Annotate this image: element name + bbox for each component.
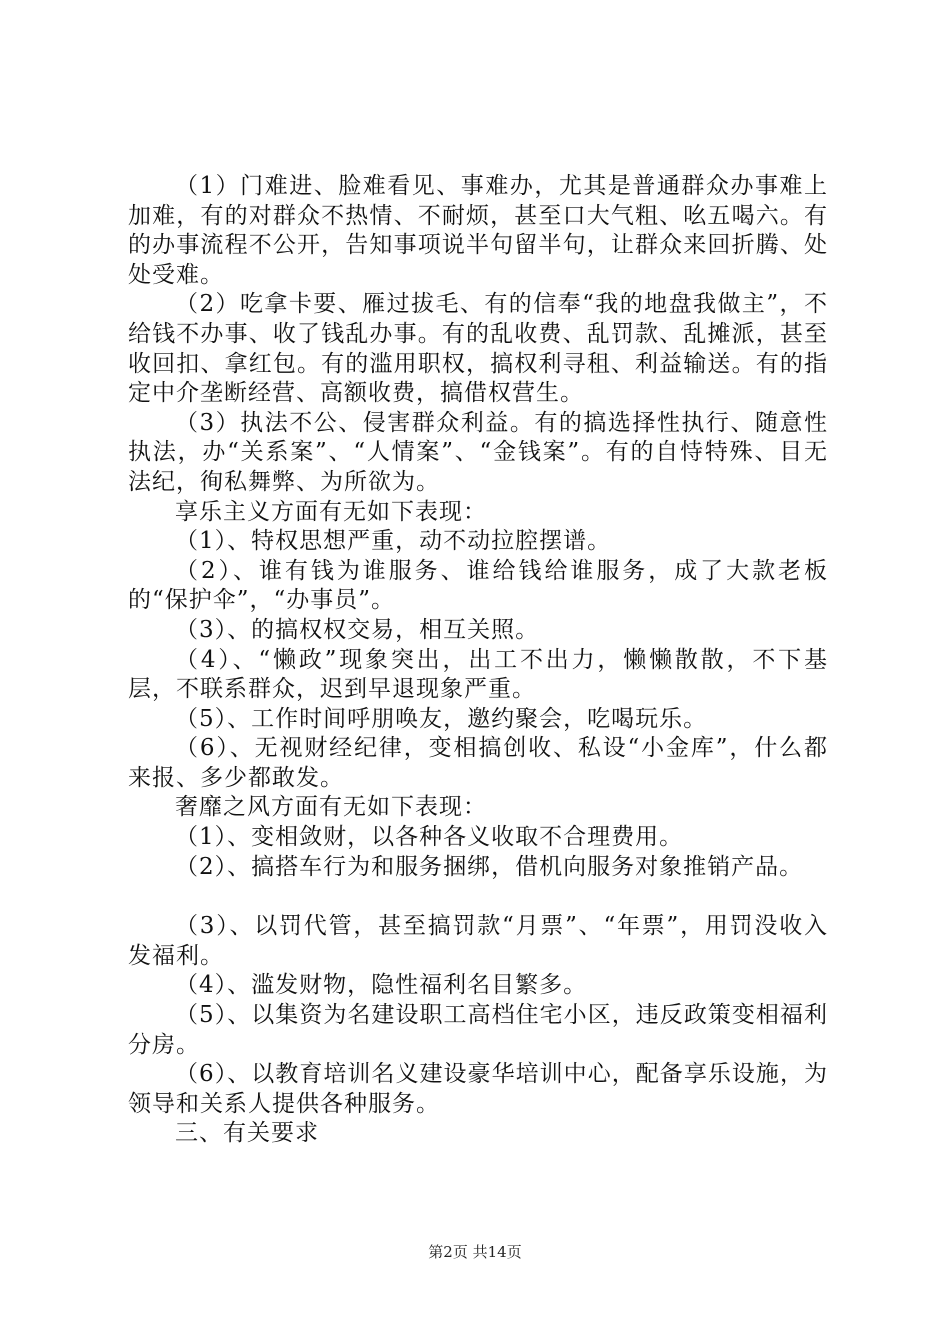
paragraph-12: （1）、变相敛财，以各种各义收取不合理费用。 [175,824,684,851]
paragraph-2: （2）吃拿卡要、雁过拔毛、有的信奉“我的地盘我做主”，不给钱不办事、收了钱乱办事。有的乱收费、乱罚款、乱摊派，甚至收回扣、拿红包。有的滥用职权，搞权利寻租、利益输送。有的指定中介垄断经营、高额收费，搞借权营生。 [128,291,828,407]
paragraph-6: （2）、谁有钱为谁服务、谁给钱给谁服务，成了大款老板的“保护伞”，“办事员”。 [128,557,828,614]
section-heading-requirements: 三、有关要求 [175,1120,319,1147]
document-body [128,172,828,1149]
paragraph-7: （3）、的搞权权交易，相互关照。 [175,616,540,643]
paragraph-17: （6）、以教育培训名义建设豪华培训中心，配备享乐设施，为领导和关系人提供各种服务。 [128,1061,828,1117]
paragraph-5: （1）、特权思想严重，动不动拉腔摆谱。 [175,528,612,555]
section-heading-hedonism: 享乐主义方面有无如下表现： [175,498,487,525]
paragraph-1: （1）门难进、脸难看见、事难办，尤其是普通群众办事难上加难，有的对群众不热情、不耐烦，甚至口大气粗、吆五喝六。有的办事流程不公开，告知事项说半句留半句，让群众来回折腾、处处受难。 [128,173,828,288]
paragraph-15: （4）、滥发财物，隐性福利名目繁多。 [175,972,588,999]
paragraph-9: （5）、工作时间呼朋唤友，邀约聚会，吃喝玩乐。 [175,705,708,732]
paragraph-16: （5）、以集资为名建设职工高档住宅小区，违反政策变相福利分房。 [128,1002,828,1058]
paragraph-14: （3）、以罚代管，甚至搞罚款“月票”、“年票”，用罚没收入发福利。 [128,913,828,969]
paragraph-8: （4）、“懒政”现象突出，出工不出力，懒懒散散，不下基层，不联系群众，迟到早退现象严重。 [128,646,828,703]
paragraph-3: （3）执法不公、侵害群众利益。有的搞选择性执行、随意性执法，办“关系案”、“人情案”、“金钱案”。有的自恃特殊、目无法纪，徇私舞弊、为所欲为。 [128,409,828,495]
page-number-footer: 第2页 共14页 [428,1243,522,1261]
paragraph-10: （6）、无视财经纪律，变相搞创收、私设“小金库”，什么都来报、多少都敢发。 [128,735,828,791]
paragraph-13: （2）、搞搭车行为和服务捆绑，借机向服务对象推销产品。 [175,853,804,880]
section-heading-extravagance: 奢靡之风方面有无如下表现： [175,794,487,821]
